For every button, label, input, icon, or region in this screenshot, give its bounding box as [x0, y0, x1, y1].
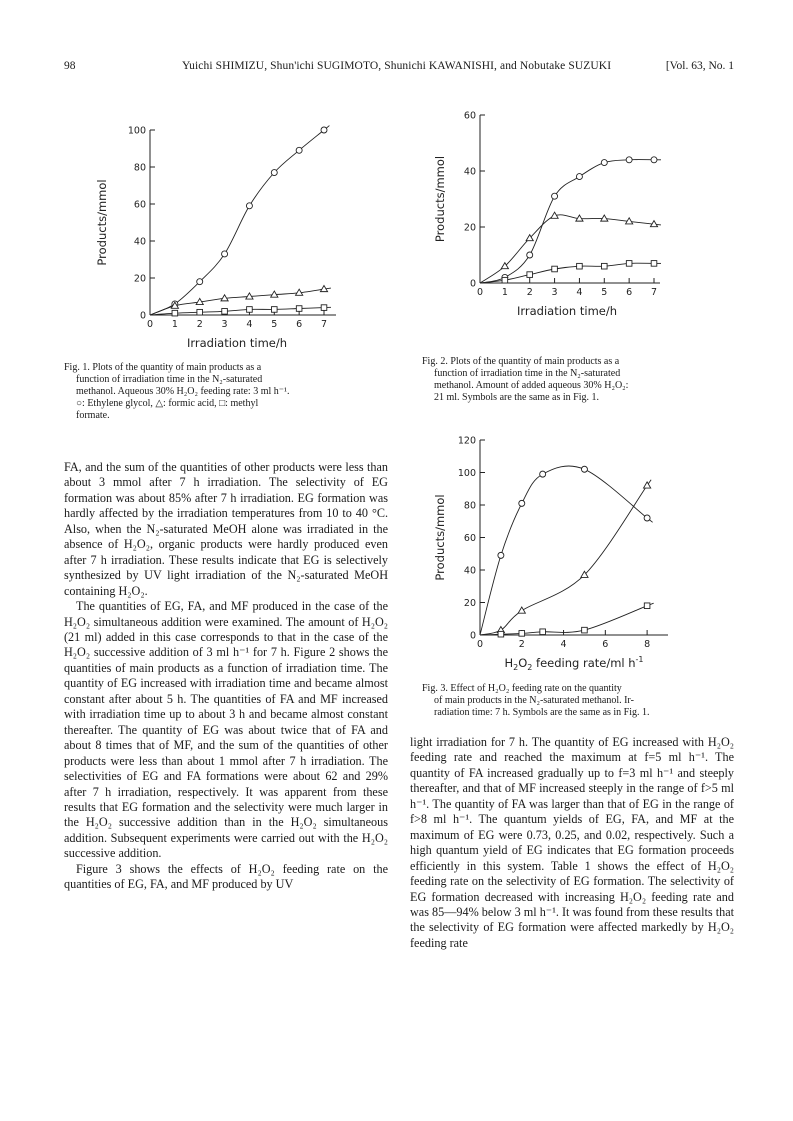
data-point-circle: [222, 251, 228, 257]
data-point-circle: [601, 160, 607, 166]
data-point-square: [527, 272, 533, 278]
y-axis-label: Products/mmol: [95, 179, 109, 266]
x-tick-label: 6: [296, 319, 303, 330]
right-text-column: [410, 735, 734, 951]
x-tick-label: 1: [501, 287, 508, 298]
data-point-square: [247, 307, 253, 313]
caption-line: function of irradiation time in the N₂-saturated: [434, 368, 621, 379]
data-point-square: [601, 263, 607, 269]
data-point-square: [626, 261, 632, 267]
y-tick-label: 0: [469, 630, 476, 642]
caption-line: Fig. 3. Effect of H₂O₂ feeding rate on the quantity: [422, 683, 622, 694]
y-tick-label: 40: [463, 166, 476, 178]
data-point-square: [271, 307, 277, 313]
data-point-circle: [552, 193, 558, 199]
data-point-square: [222, 309, 228, 315]
y-tick-label: 60: [133, 199, 146, 211]
caption-line: ○: Ethylene glycol, △: formic acid, □: methyl: [76, 398, 259, 409]
data-point-square: [552, 266, 558, 272]
data-point-circle: [246, 203, 252, 209]
data-point-square: [577, 263, 583, 269]
data-point-square: [172, 310, 178, 316]
caption-line: methanol. Aqueous 30% H₂O₂ feeding rate: 3 ml h⁻¹.: [76, 386, 290, 397]
x-tick-label: 0: [476, 287, 484, 298]
data-point-circle: [197, 279, 203, 285]
data-point-triangle: [644, 482, 651, 488]
y-axis-label: Products/mmol: [433, 494, 447, 581]
y-axis-label: Products/mmol: [433, 155, 447, 243]
data-point-circle: [644, 515, 650, 521]
series-line: [480, 486, 647, 636]
paragraph: Figure 3 shows the effects of H₂O₂ feeding rate on the quantities of EG, FA, and MF produced by UV: [64, 861, 388, 892]
volume-info: [Vol. 63, No. 1: [665, 60, 734, 72]
data-point-circle: [576, 174, 582, 180]
chart-svg: [90, 115, 360, 355]
x-axis-label: Irradiation time/h: [186, 336, 288, 350]
data-point-square: [502, 277, 508, 283]
y-tick-label: 20: [133, 273, 146, 285]
x-tick-label: 3: [551, 287, 558, 298]
caption-line: formate.: [76, 410, 110, 421]
left-text-column: [64, 460, 388, 893]
caption-line: methanol. Amount of added aqueous 30% H₂O₂:: [434, 380, 629, 391]
figure-1-caption: [64, 362, 388, 422]
data-point-square: [651, 261, 657, 267]
figure-2-caption: [422, 356, 732, 404]
x-tick-label: 8: [644, 639, 651, 650]
y-tick-label: 60: [463, 533, 476, 544]
running-authors: Yuichi SHIMIZU, Shun'ichi SUGIMOTO, Shunichi KAWANISHI, and Nobutake SUZUKI: [182, 60, 612, 72]
data-point-circle: [321, 127, 327, 133]
data-point-square: [321, 305, 327, 311]
x-tick-label: 6: [626, 287, 633, 298]
caption-line: of main products in the N₂-saturated methanol. Ir-: [434, 695, 634, 706]
x-tick-label: 2: [518, 639, 525, 650]
series-line: [480, 215, 654, 283]
x-tick-label: 0: [146, 319, 154, 330]
x-tick-label: 4: [576, 287, 583, 298]
x-tick-label: 0: [476, 639, 484, 650]
figure-1-chart: [90, 115, 360, 355]
paragraph: light irradiation for 7 h. The quantity of EG increased with H₂O₂ feeding rate and reached the maximum at f=5 ml h⁻¹. The quantity of FA increased gradually up to f=3 ml h⁻¹ and steeply thereafter, and that of MF increased steeply in the range of f>5 ml h⁻¹. The quantity of FA was larger than that of EG in the range of f>8 ml h⁻¹. The quantum yields of EG, FA, and MF at the maximum of EG were 0.73, 0.25, and 0.02, respectively. Such a high quantum yield of EG indicates that EG formation proceeds efficiently in this system. Table 1 shows the effect of H₂O₂ feeding rate on the selectivity of EG formation. The selectivity of EG formation decreased with increasing H₂O₂ feeding rate and was 85—94% below 3 ml h⁻¹. It was found from these results that the selectivity of EG formation were affected markedly by H₂O₂ feeding rate: [410, 735, 734, 950]
data-point-square: [498, 631, 504, 637]
paragraph: FA, and the sum of the quantities of other products were less than about 3 mmol after 7 h irradiation. The selectivity of EG formation was about 85% after 7 h irradiation. EG formation was hardly affected by the irradiation temperatures from 10 to 40 °C. Also, when the N₂-saturated MeOH alone was irradiated in the absence of H₂O₂, organic products were hardly produced even after 7 h irradiation. These results indicate that EG is selectively synthesized by UV light irradiation of the N₂-saturated MeOH containing H₂O₂.: [64, 460, 388, 598]
x-tick-label: 5: [271, 319, 278, 330]
series-line: [150, 130, 324, 315]
data-point-circle: [498, 552, 504, 558]
x-tick-label: 7: [650, 287, 658, 298]
chart-svg: [427, 430, 687, 675]
y-tick-label: 20: [463, 222, 476, 234]
data-point-circle: [540, 471, 546, 477]
y-tick-label: 80: [463, 500, 476, 512]
data-point-circle: [527, 252, 533, 258]
x-tick-label: 2: [196, 319, 203, 330]
y-tick-label: 80: [133, 162, 146, 174]
page-header: [64, 60, 734, 78]
data-point-square: [582, 627, 588, 633]
data-point-square: [644, 603, 650, 609]
data-point-circle: [581, 466, 587, 472]
x-tick-label: 4: [246, 319, 253, 330]
data-point-triangle: [518, 607, 525, 613]
chart-svg: [427, 105, 687, 345]
y-tick-label: 20: [463, 598, 476, 609]
series-line: [480, 466, 647, 635]
y-tick-label: 60: [463, 110, 476, 122]
data-point-square: [519, 631, 525, 637]
y-tick-label: 40: [463, 565, 476, 577]
page-number: 98: [64, 60, 76, 72]
x-tick-label: 7: [320, 319, 328, 330]
y-tick-label: 0: [139, 310, 146, 322]
data-point-square: [296, 306, 302, 312]
data-point-circle: [271, 170, 277, 176]
data-point-square: [540, 629, 546, 635]
paragraph: The quantities of EG, FA, and MF produced in the case of the H₂O₂ simultaneous addition were examined. The amount of H₂O₂ (21 ml) added in this case corresponds to that in the case of the H₂O₂ successive addition of 3 ml h⁻¹ for 7 h. Figure 2 shows the quantities of main products as a function of irradiation time. The quantity of EG increased with irradiation time and became almost constant after about 5 h. The quantities of FA and MF increased with irradiation time up to about 3 h and became almost constant thereafter. The quantity of EG was about twice that of FA and about 8 times that of MF, and the sum of the quantities of other products were less than about 1 mmol after 7 h irradiation. The selectivities of EG and FA formations were about 62 and 29% after 7 h irradiation, respectively. It was apparent from these results that EG formation and the selectivity were much larger in the H₂O₂ successive addition than in the H₂O₂ simultaneous addition. Subsequent experiments were carried out with the H₂O₂ successive addition.: [64, 599, 388, 861]
y-tick-label: 100: [457, 468, 476, 479]
caption-line: radiation time: 7 h. Symbols are the same as in Fig. 1.: [434, 707, 650, 718]
x-tick-label: 2: [526, 287, 533, 298]
data-point-circle: [296, 147, 302, 153]
figure-2-chart: [427, 105, 687, 345]
x-axis-label: $H_2O_2$ feeding rate/ml $h^{-1}$: [504, 655, 644, 672]
data-point-circle: [651, 157, 657, 163]
caption-line: 21 ml. Symbols are the same as in Fig. 1.: [434, 392, 599, 403]
data-point-square: [197, 309, 203, 315]
caption-line: Fig. 2. Plots of the quantity of main products as a: [422, 356, 620, 367]
x-tick-label: 6: [602, 639, 609, 650]
x-tick-label: 1: [171, 319, 178, 330]
figure-3-chart: [427, 430, 687, 675]
caption-line: Fig. 1. Plots of the quantity of main products as a: [64, 362, 262, 373]
y-tick-label: 100: [127, 125, 146, 137]
x-tick-label: 4: [560, 639, 567, 650]
y-tick-label: 0: [469, 278, 476, 290]
x-tick-label: 3: [221, 319, 228, 330]
figure-3-caption: [422, 683, 732, 719]
x-tick-label: 5: [601, 287, 608, 298]
y-tick-label: 40: [133, 236, 146, 248]
data-point-circle: [626, 157, 632, 163]
y-tick-label: 120: [457, 435, 476, 447]
data-point-circle: [519, 500, 525, 506]
caption-line: function of irradiation time in the N₂-saturated: [76, 374, 263, 385]
x-axis-label: Irradiation time/h: [516, 304, 618, 318]
